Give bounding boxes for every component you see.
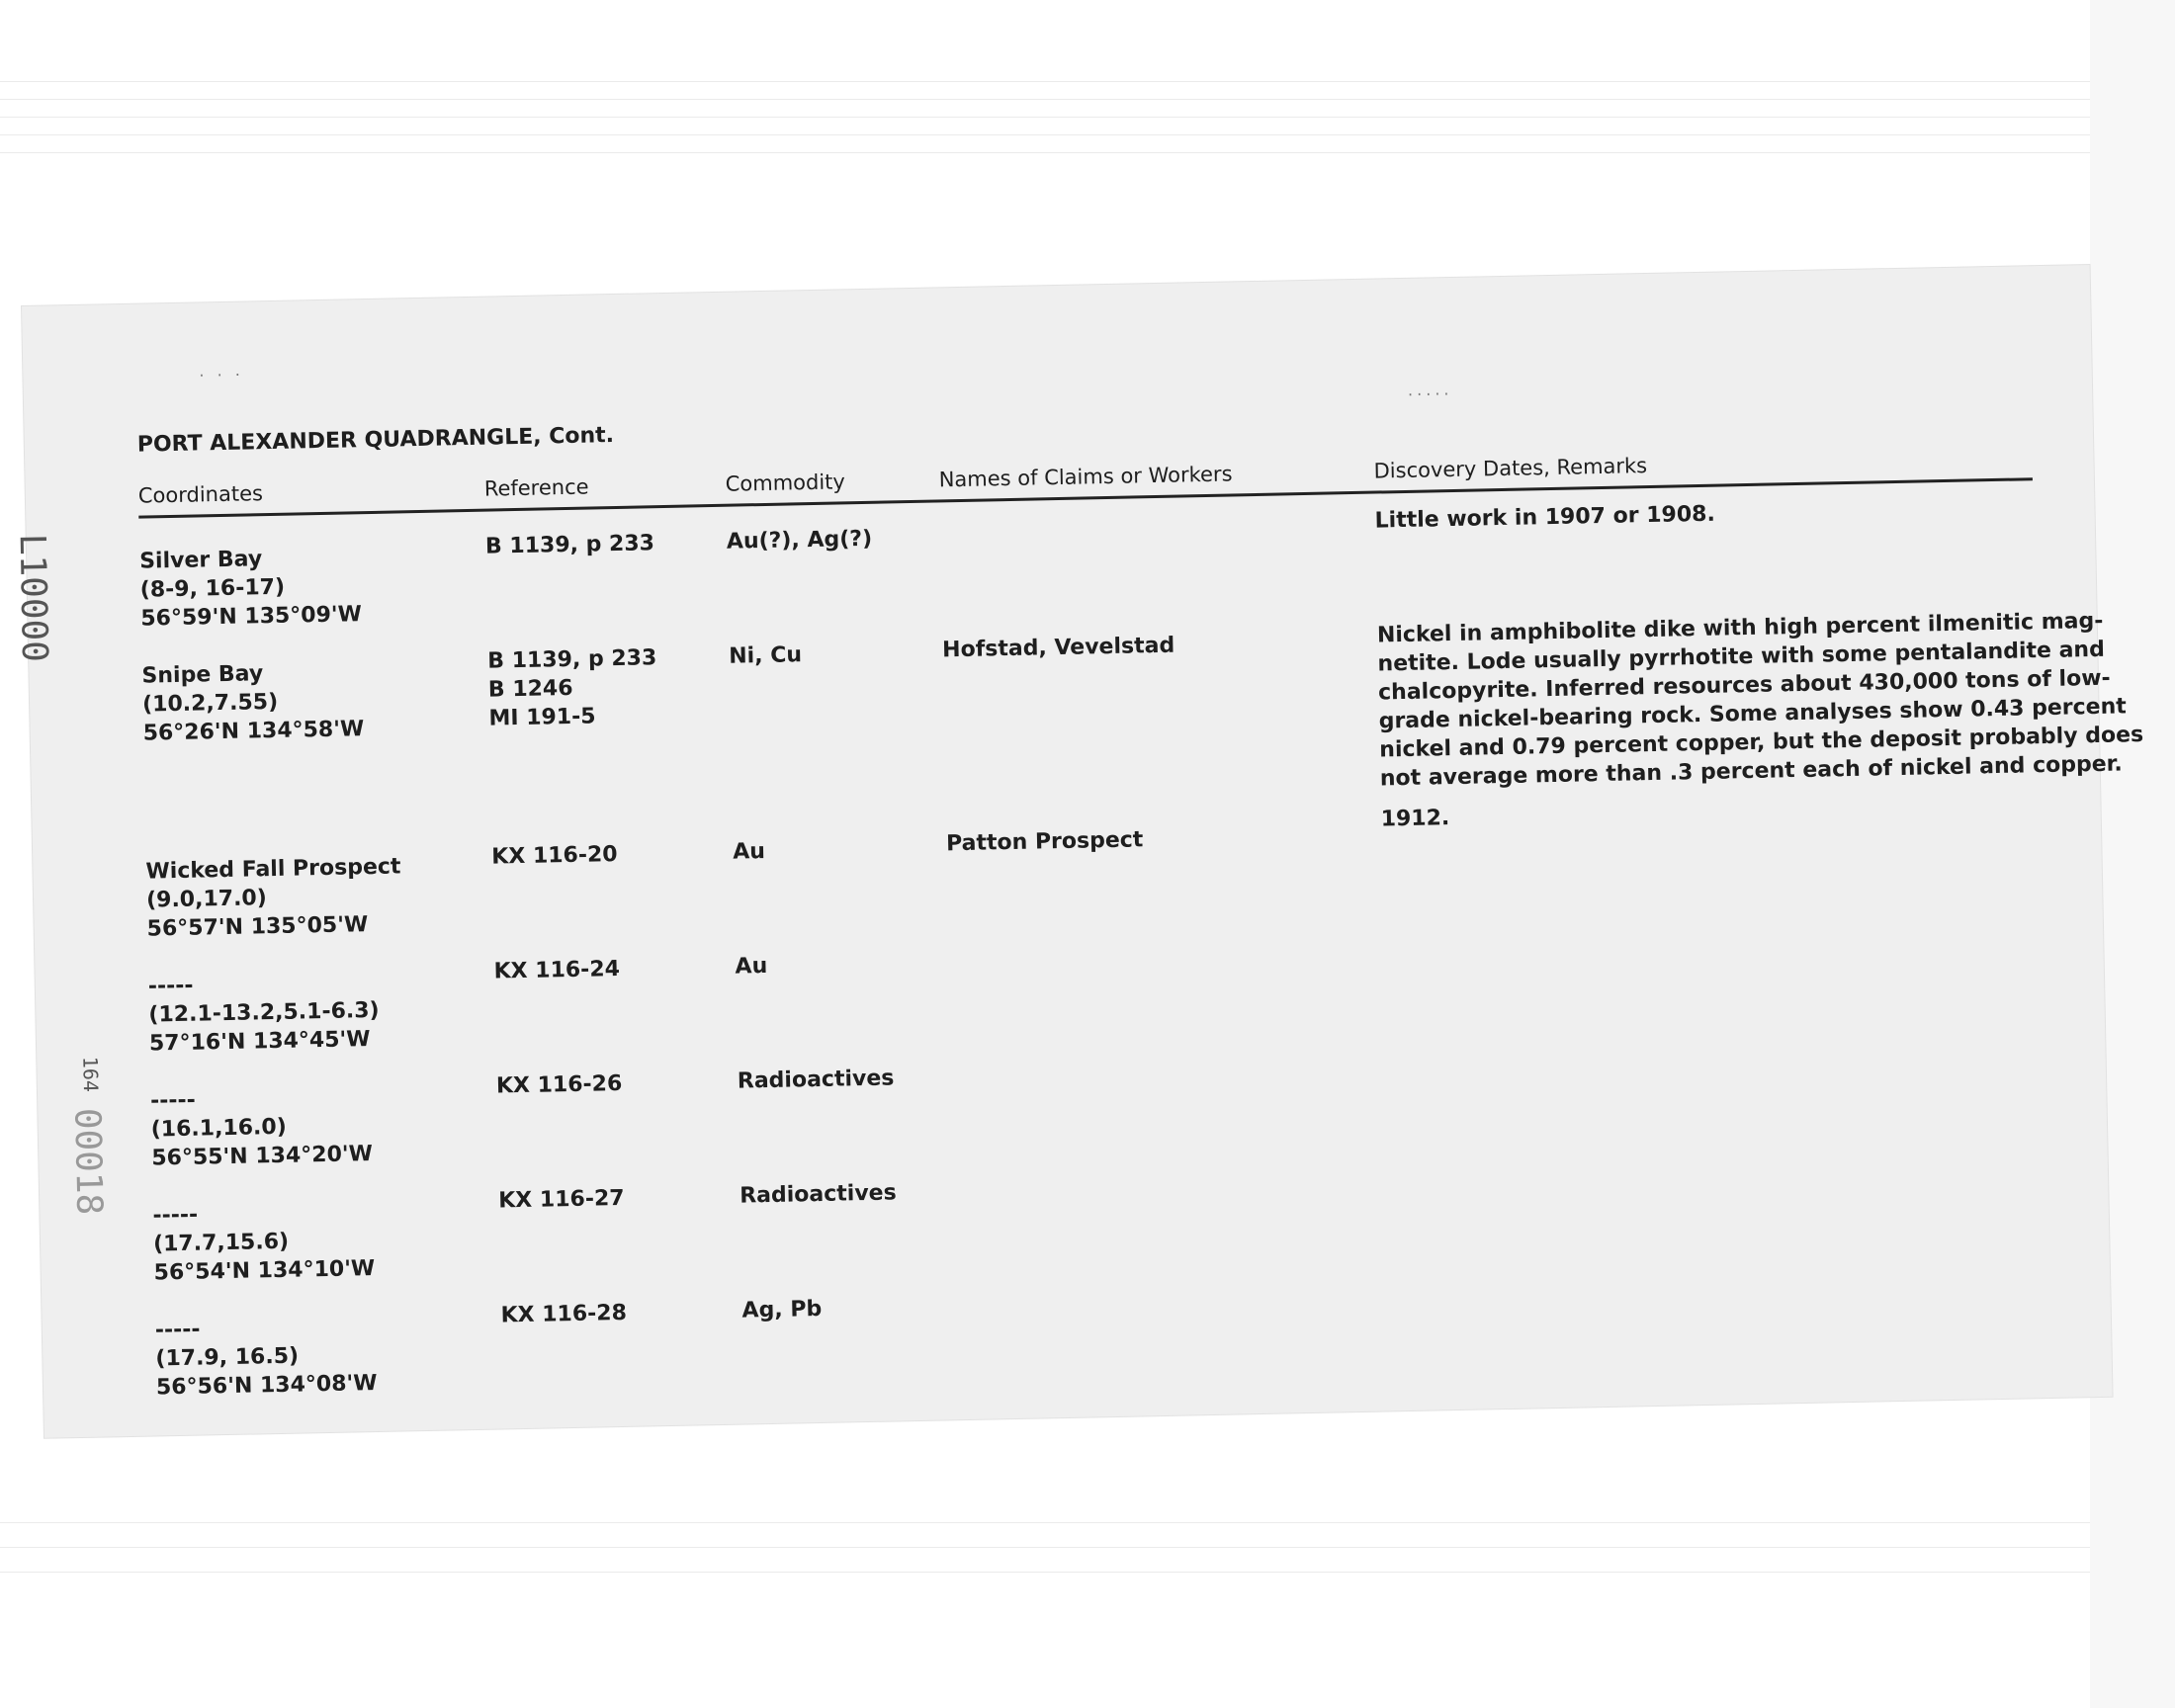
- scan-speck: · · ·: [199, 365, 245, 385]
- row-remarks: Nickel in amphibolite dike with high percent ilmenitic mag- netite. Lode usually pyrrhotite with some pentalandite and chalcopyrite. Inferred resources about 430,000 tons of low- grade nickel-bearing rock. Some analyses show 0.43 percent nickel and 0.79 percent copper, but the deposit probably does not average more than .3 percent each of nickel and copper.: [1376, 608, 2144, 792]
- row-remarks: 1912.: [1380, 806, 1450, 832]
- row-remarks: Little work in 1907 or 1908.: [1374, 501, 1716, 534]
- row-reference: KX 116-28: [500, 1300, 628, 1328]
- page-title: PORT ALEXANDER QUADRANGLE, Cont.: [136, 423, 615, 458]
- scan-line: [0, 152, 2090, 153]
- row-reference: KX 116-26: [495, 1070, 623, 1099]
- row-claims: Patton Prospect: [945, 827, 1144, 857]
- row-reference: KX 116-20: [491, 842, 618, 870]
- scan-line: [0, 117, 2090, 118]
- row-coordinates: Snipe Bay (10.2,7.55) 56°26'N 134°58'W: [141, 661, 365, 746]
- scan-line: [0, 81, 2090, 82]
- row-reference: KX 116-24: [493, 956, 621, 984]
- column-header-commodity: Commodity: [725, 470, 846, 496]
- scan-line: [0, 99, 2090, 100]
- row-commodity: Ag, Pb: [741, 1296, 823, 1324]
- row-commodity: Au: [732, 839, 766, 865]
- row-coordinates: Wicked Fall Prospect (9.0,17.0) 56°57'N 135°05'W: [145, 854, 401, 942]
- row-commodity: Au(?), Ag(?): [726, 526, 873, 555]
- scan-line: [0, 1547, 2090, 1548]
- row-coordinates: ----- (12.1-13.2,5.1-6.3) 57°16'N 134°45'W: [147, 973, 380, 1057]
- scan-line: [0, 1522, 2090, 1523]
- side-code-bottom: 00018: [66, 1107, 110, 1216]
- row-coordinates: ----- (17.9, 16.5) 56°56'N 134°08'W: [154, 1317, 378, 1401]
- column-header-remarks: Discovery Dates, Remarks: [1373, 454, 1648, 483]
- column-header-claims: Names of Claims or Workers: [938, 462, 1233, 492]
- row-coordinates: Silver Bay (8-9, 16-17) 56°59'N 135°09'W: [138, 547, 363, 632]
- row-commodity: Au: [735, 953, 768, 980]
- column-header-coordinates: Coordinates: [137, 481, 264, 508]
- scan-line: [0, 134, 2090, 135]
- row-coordinates: ----- (16.1,16.0) 56°55'N 134°20'W: [149, 1087, 374, 1171]
- row-commodity: Radioactives: [737, 1066, 895, 1094]
- scan-speck: ·‧·‧·: [1407, 384, 1453, 404]
- scan-line: [0, 1572, 2090, 1573]
- side-code-bottom-prefix: 164: [78, 1056, 103, 1093]
- record-card: [11, 265, 2144, 1438]
- row-claims: Hofstad, Vevelstad: [941, 633, 1175, 663]
- row-coordinates: ----- (17.7,15.6) 56°54'N 134°10'W: [152, 1202, 376, 1286]
- row-reference: B 1139, p 233 B 1246 MI 191-5: [487, 645, 657, 731]
- row-reference: KX 116-27: [498, 1185, 625, 1214]
- row-commodity: Radioactives: [739, 1180, 897, 1209]
- side-code-top: L10000: [11, 533, 55, 663]
- scanner-margin-strip: [2090, 0, 2175, 1708]
- row-reference: B 1139, p 233: [484, 531, 655, 559]
- row-commodity: Ni, Cu: [729, 642, 803, 669]
- column-header-reference: Reference: [483, 474, 589, 501]
